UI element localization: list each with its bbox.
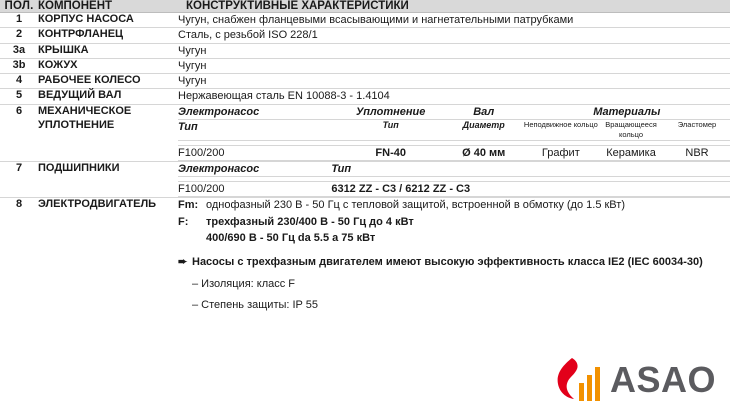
motor-note-insulation: – Изоляция: класс F: [192, 277, 296, 290]
arrow-icon: ➨: [178, 256, 188, 269]
seal-value-seal-type: FN-40: [338, 145, 444, 160]
seal-subhead-diameter: Диаметр: [444, 120, 524, 141]
row-characteristics: Чугун: [178, 58, 730, 73]
table-row: [0, 28, 730, 43]
motor-key: Fm:: [178, 199, 199, 212]
row-component: РАБОЧЕЕ КОЛЕСО: [38, 74, 178, 89]
table-row: [0, 89, 730, 104]
motor-efficiency-text: Насосы с трехфазным двигателем имеют высокую эффективность класса IE2 (IEC 60034-30): [192, 256, 703, 269]
seal-value-diameter: Ø 40 мм: [444, 145, 524, 160]
seal-subhead-stationary-ring: Неподвижное кольцо: [524, 120, 598, 141]
row-position: 5: [0, 89, 38, 104]
table-header-row: [0, 0, 730, 13]
seal-value-pump-type: F100/200: [178, 145, 338, 160]
seal-values-row: [178, 145, 730, 160]
row-position: 6: [0, 104, 38, 161]
motor-value: 400/690 В - 50 Гц da 5.5 а 75 кВт: [206, 232, 376, 245]
motor-value: трехфазный 230/400 В - 50 Гц до 4 кВт: [206, 215, 414, 228]
row-position: 3b: [0, 58, 38, 73]
table-row: [0, 58, 730, 73]
table-row: [0, 43, 730, 58]
table-row: [0, 13, 730, 28]
header-position: ПОЛ.: [0, 0, 38, 13]
motor-key: [178, 231, 206, 247]
seal-value-stationary-ring: Графит: [524, 145, 598, 160]
bearing-head-row: [178, 162, 730, 177]
row-component: КОНТРФЛАНЕЦ: [38, 28, 178, 43]
row-characteristics: [178, 161, 730, 198]
seal-value-rotating-ring: Керамика: [598, 145, 664, 160]
row-component: КРЫШКА: [38, 43, 178, 58]
bearing-values-row: [178, 182, 730, 197]
motor-line: [178, 215, 730, 231]
row-position: 1: [0, 13, 38, 28]
seal-subhead-row: [178, 120, 730, 141]
table-row-motor: [0, 198, 730, 312]
bearing-head-pump: Электронасос: [178, 162, 331, 177]
seal-head-materials: Материалы: [524, 105, 730, 120]
seal-subhead-seal-type: Тип: [338, 120, 444, 141]
table-row-bearings: [0, 161, 730, 198]
seal-subhead-pump-type: Тип: [178, 120, 338, 141]
row-component: КОЖУХ: [38, 58, 178, 73]
seal-head-seal: Уплотнение: [338, 105, 444, 120]
asao-logo-text: ASAO: [609, 359, 716, 400]
motor-value: однофазный 230 В - 50 Гц с тепловой защитой, встроенной в обмотку (до 1.5 кВт): [206, 199, 625, 212]
seal-subhead-rotating-ring: Вращающееся кольцо: [598, 120, 664, 141]
row-component: [38, 104, 178, 161]
row-component: ЭЛЕКТРОДВИГАТЕЛЬ: [38, 198, 157, 211]
row-characteristics: [178, 104, 730, 161]
seal-head-row: [178, 105, 730, 120]
motor-note-protection: – Степень защиты: IP 55: [192, 298, 318, 311]
row-position: 3a: [0, 43, 38, 58]
row-characteristics: Сталь, с резьбой ISO 228/1: [178, 28, 730, 43]
header-component: КОМПОНЕНТ: [38, 0, 178, 13]
row-component: КОРПУС НАСОСА: [38, 13, 178, 28]
row-position: 7: [0, 161, 38, 198]
row-characteristics: Чугун, снабжен фланцевыми всасывающими и нагнетательными патрубками: [178, 13, 730, 28]
asao-flame-mark-icon: [552, 357, 604, 403]
row-component: ПОДШИПНИКИ: [38, 161, 178, 198]
row-characteristics: Чугун: [178, 74, 730, 89]
motor-spec-block: [178, 198, 730, 247]
seal-head-pump: Электронасос: [178, 105, 338, 120]
row-characteristics: Нержавеющая сталь EN 10088-3 - 1.4104: [178, 89, 730, 104]
bearing-value-pump-type: F100/200: [178, 182, 331, 197]
component-line-1: МЕХАНИЧЕСКОЕ: [38, 104, 132, 117]
motor-line: [178, 231, 730, 247]
seal-head-shaft: Вал: [444, 105, 524, 120]
header-characteristics: КОНСТРУКТИВНЫЕ ХАРАКТЕРИСТИКИ: [178, 0, 730, 13]
row-characteristics: [178, 198, 730, 312]
bearing-head-type: Тип: [331, 162, 730, 177]
row-characteristics: Чугун: [178, 43, 730, 58]
seal-value-elastomer: NBR: [664, 145, 730, 160]
motor-line: [178, 198, 730, 214]
table-row-mechanical-seal: [0, 104, 730, 161]
asao-logo: [552, 354, 716, 406]
row-component: ВЕДУЩИЙ ВАЛ: [38, 89, 178, 104]
row-position: 2: [0, 28, 38, 43]
table-row: [0, 74, 730, 89]
bearing-detail-table: [178, 162, 730, 198]
row-position: 8: [15, 198, 23, 211]
motor-efficiency-note: [178, 255, 730, 269]
component-line-2: УПЛОТНЕНИЕ: [38, 118, 115, 131]
bearing-value-type: 6312 ZZ - C3 / 6212 ZZ - C3: [331, 182, 730, 197]
motor-key: F:: [178, 215, 189, 228]
seal-subhead-elastomer: Эластомер: [664, 120, 730, 141]
seal-detail-table: [178, 105, 730, 161]
row-position: 4: [0, 74, 38, 89]
